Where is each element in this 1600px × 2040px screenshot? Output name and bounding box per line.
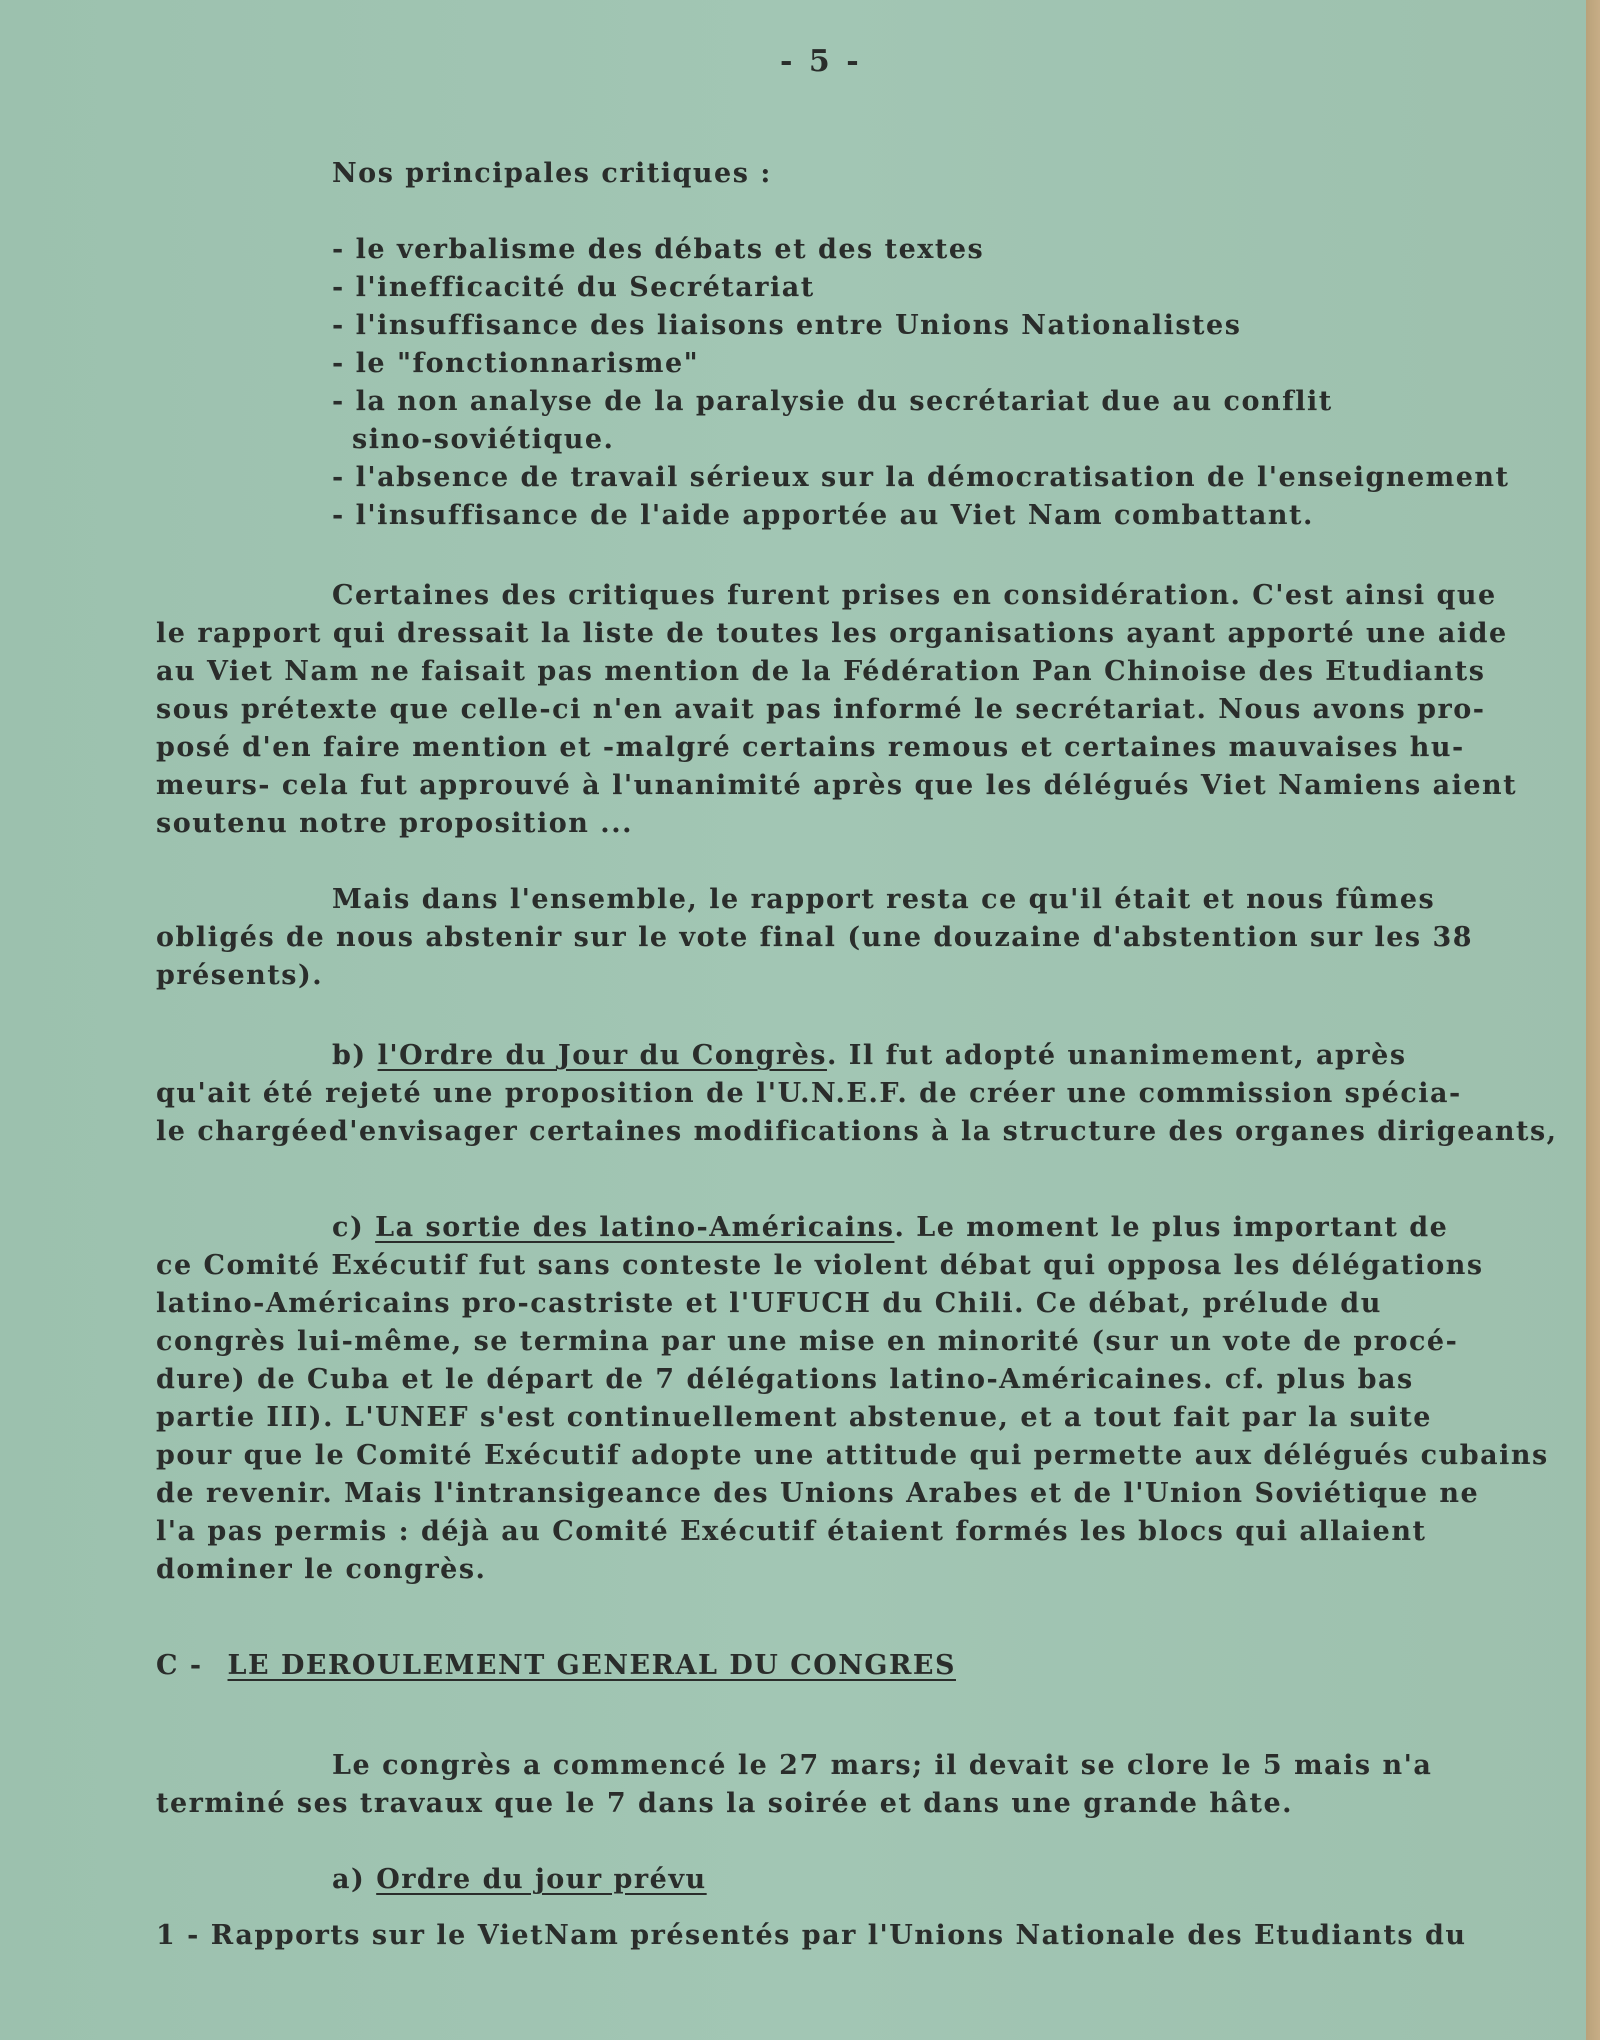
paragraph-line: Le congrès a commencé le 27 mars; il devait se clore le 5 mais n'a: [332, 1750, 1433, 1781]
critique-item: - le "fonctionnarisme": [332, 348, 700, 379]
critique-item: - l'insuffisance des liaisons entre Unions Nationalistes: [332, 310, 1242, 341]
item-b-first-line: [332, 1040, 1407, 1072]
paragraph-line: Certaines des critiques furent prises en considération. C'est ainsi que: [332, 580, 1497, 611]
paragraph-line: pour que le Comité Exécutif adopte une attitude qui permette aux délégués cubains: [156, 1440, 1549, 1471]
paragraph-line: au Viet Nam ne faisait pas mention de la Fédération Pan Chinoise des Etudiants: [156, 656, 1486, 687]
paragraph-line: meurs- cela fut approuvé à l'unanimité après que les délégués Viet Namiens aient: [156, 770, 1518, 801]
paragraph-line: présents).: [156, 960, 324, 991]
page-number: - 5 -: [780, 44, 862, 79]
paragraph-line: le rapport qui dressait la liste de toutes les organisations ayant apporté une aide: [156, 618, 1508, 649]
paragraph-line: dominer le congrès.: [156, 1554, 487, 1585]
paragraph-line: congrès lui-même, se termina par une mise en minorité (sur un vote de procé-: [156, 1326, 1459, 1357]
paragraph-line: posé d'en faire mention et -malgré certains remous et certaines mauvaises hu-: [156, 732, 1465, 763]
paragraph-line: de revenir. Mais l'intransigeance des Unions Arabes et de l'Union Soviétique ne: [156, 1478, 1480, 1509]
section-c-title: LE DEROULEMENT GENERAL DU CONGRES: [227, 1650, 956, 1681]
item-c-text: . Le moment le plus important de: [894, 1212, 1449, 1243]
paragraph-line: sous prétexte que celle-ci n'en avait pas informé le secrétariat. Nous avons pro-: [156, 694, 1486, 725]
item-c-title: La sortie des latino-Américains: [375, 1212, 895, 1243]
paragraph-line: 1 - Rapports sur le VietNam présentés par l'Unions Nationale des Etudiants du: [156, 1920, 1467, 1951]
critique-item: - l'insuffisance de l'aide apportée au Viet Nam combattant.: [332, 500, 1314, 531]
paragraph-line: l'a pas permis : déjà au Comité Exécutif étaient formés les blocs qui allaient: [156, 1516, 1427, 1547]
paragraph-line: latino-Américains pro-castriste et l'UFUCH du Chili. Ce débat, prélude du: [156, 1288, 1382, 1319]
section-c-heading: [156, 1650, 956, 1682]
item-a-title: Ordre du jour prévu: [376, 1864, 707, 1895]
critique-item: - la non analyse de la paralysie du secrétariat due au conflit: [332, 386, 1333, 417]
item-a-label: a): [332, 1864, 366, 1895]
item-b-label: b): [332, 1040, 367, 1071]
critique-item: sino-soviétique.: [352, 424, 615, 455]
paragraph-line: partie III). L'UNEF s'est continuellement abstenue, et a tout fait par la suite: [156, 1402, 1432, 1433]
critique-item: - le verbalisme des débats et des textes: [332, 234, 985, 265]
item-a-heading: [332, 1864, 707, 1896]
paragraph-line: Mais dans l'ensemble, le rapport resta ce qu'il était et nous fûmes: [332, 884, 1436, 915]
section-c-label: C -: [156, 1650, 203, 1681]
critique-item: - l'absence de travail sérieux sur la démocratisation de l'enseignement: [332, 462, 1510, 493]
paragraph-line: qu'ait été rejeté une proposition de l'U.N.E.F. de créer une commission spécia-: [156, 1078, 1462, 1109]
item-c-label: c): [332, 1212, 365, 1243]
paragraph-line: ce Comité Exécutif fut sans conteste le violent débat qui opposa les délégations: [156, 1250, 1484, 1281]
paragraph-line: dure) de Cuba et le départ de 7 délégations latino-Américaines. cf. plus bas: [156, 1364, 1414, 1395]
critique-item: - l'inefficacité du Secrétariat: [332, 272, 815, 303]
page-edge: [1586, 0, 1600, 2040]
paragraph-line: soutenu notre proposition ...: [156, 808, 633, 839]
item-b-text: . Il fut adopté unanimement, après: [826, 1040, 1407, 1071]
paragraph-line: obligés de nous abstenir sur le vote final (une douzaine d'abstention sur les 38: [156, 922, 1474, 953]
paragraph-line: terminé ses travaux que le 7 dans la soirée et dans une grande hâte.: [156, 1788, 1294, 1819]
paragraph-line: le chargéed'envisager certaines modifications à la structure des organes dirigeants,: [156, 1116, 1558, 1147]
item-b-title: l'Ordre du Jour du Congrès: [377, 1040, 827, 1071]
critiques-heading: Nos principales critiques :: [332, 158, 772, 189]
item-c-first-line: [332, 1212, 1448, 1244]
